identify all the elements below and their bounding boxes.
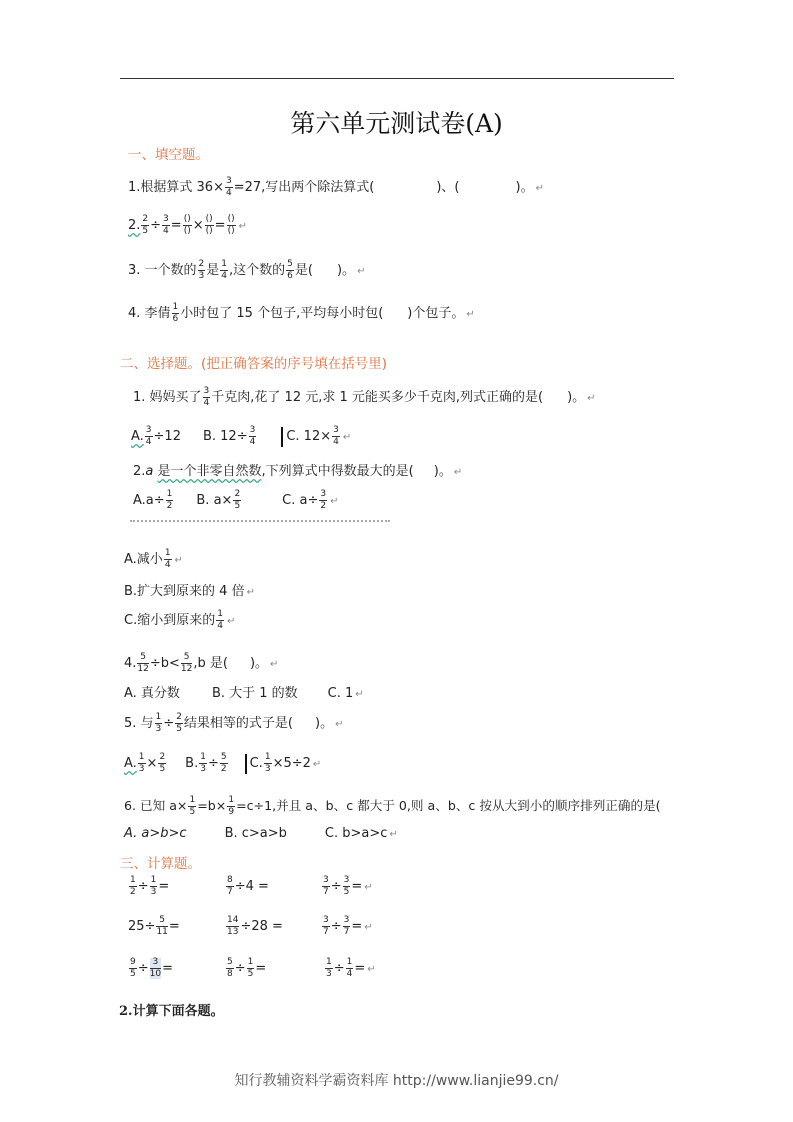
fill-q4: 4. 李倩 $\frac{1}{6}$ 小时包了 15 个包子,平均每小时包( )个包子。 ↵ <box>128 302 475 324</box>
choice-q2-options: A.a÷ $\frac{1}{2}$ B. a× $\frac{2}{5}$ C. a÷ $\frac{3}{2}$ ↵ <box>133 489 339 511</box>
choice-q5: 5. 与 $\frac{1}{3}$ ÷ $\frac{2}{5}$ 结果相等的式子是( )。 ↵ <box>124 712 344 734</box>
page-title: 第六单元测试卷(A) <box>290 109 503 138</box>
calc-item: $\frac{3}{7}$ ÷ $\frac{3}{5}$ = ↵ <box>323 875 373 897</box>
calc-item: $\frac{1}{3}$ ÷ $\frac{1}{4}$ = ↵ <box>326 957 376 979</box>
section-choice-heading: 二、选择题。(把正确答案的序号填在括号里) <box>120 356 388 372</box>
fill-q2: 2. $\frac{2}{5}$ ÷ $\frac{3}{4}$ = $\frac{()}{()}$ × $\frac{()}{()}$ = $\frac{()}{()}$ ↵ <box>128 214 247 236</box>
choice-q6-options: A. a>b>c B. c>a>b C. b>a>c ↵ <box>124 826 398 841</box>
choice-q5-options: A. $\frac{1}{3}$ × $\frac{2}{5}$ B. $\frac{1}{3}$ ÷ $\frac{5}{2}$ C. $\frac{1}{3}$ ×5÷2 ↵ <box>124 752 322 774</box>
choice-q3-option-b: B.扩大到原来的 4 倍 ↵ <box>124 584 255 599</box>
cursor-bar <box>245 754 247 774</box>
choice-q3-option-a: A.减小 $\frac{1}{4}$ ↵ <box>124 548 183 570</box>
choice-q2: 2.a 是一个非零自然数,下列算式中得数最大的是( )。 ↵ <box>133 464 463 479</box>
choice-q3-option-c: C.缩小到原来的 $\frac{1}{4}$ ↵ <box>124 609 236 631</box>
choice-q4-options: A. 真分数 B. 大于 1 的数 C. 1 ↵ <box>124 686 364 701</box>
choice-q6: 6. 已知 a× $\frac{1}{5}$ =b× $\frac{1}{9}$ =c÷1,并且 a、b、c 都大于 0,则 a、b、c 按从大到小的顺序排列正确的是( <box>124 795 661 817</box>
calc-item: 25÷ $\frac{5}{11}$ = <box>128 915 180 937</box>
section-calc-heading: 三、计算题。 <box>120 856 201 872</box>
cursor-bar <box>281 427 283 447</box>
choice-q4: 4. $\frac{5}{12}$ ÷b< $\frac{5}{12}$ ,b 是( )。 ↵ <box>124 652 279 674</box>
cropped-line <box>130 516 430 524</box>
section-calc-2-heading: 2.计算下面各题。 <box>119 1004 224 1019</box>
footer-watermark: 知行教辅资料学霸资料库 http://www.lianjie99.cn/ <box>234 1073 559 1089</box>
choice-q1: 1. 妈妈买了 $\frac{3}{4}$ 千克肉,花了 12 元,求 1 元能买多少千克肉,列式正确的是( )。 ↵ <box>133 386 596 408</box>
section-fill-heading: 一、填空题。 <box>128 147 209 163</box>
calc-item: $\frac{9}{5}$ ÷ $\frac{3}{10}$ = <box>130 957 173 979</box>
fill-q3: 3. 一个数的 $\frac{2}{3}$ 是 $\frac{1}{4}$ ,这个数的 $\frac{5}{6}$ 是( )。 ↵ <box>128 259 366 281</box>
calc-item: $\frac{3}{7}$ ÷ $\frac{3}{7}$ = ↵ <box>323 915 373 937</box>
choice-q1-options: A. $\frac{3}{4}$ ÷12 B. 12÷ $\frac{3}{4}$ C. 12× $\frac{3}{4}$ ↵ <box>131 425 352 447</box>
calc-item: $\frac{8}{7}$ ÷4 = <box>227 875 269 897</box>
calc-item: $\frac{5}{8}$ ÷ $\frac{1}{5}$ = <box>227 957 267 979</box>
calc-item: $\frac{1}{2}$ ÷ $\frac{1}{3}$ = <box>130 875 170 897</box>
fill-q1: 1.根据算式 36× $\frac{3}{4}$ =27,写出两个除法算式( )、( )。 ↵ <box>128 176 544 198</box>
calc-item: $\frac{14}{13}$ ÷28 = <box>227 915 283 937</box>
fraction: $\frac{3}{4}$ <box>225 176 232 198</box>
header-rule <box>120 78 674 79</box>
